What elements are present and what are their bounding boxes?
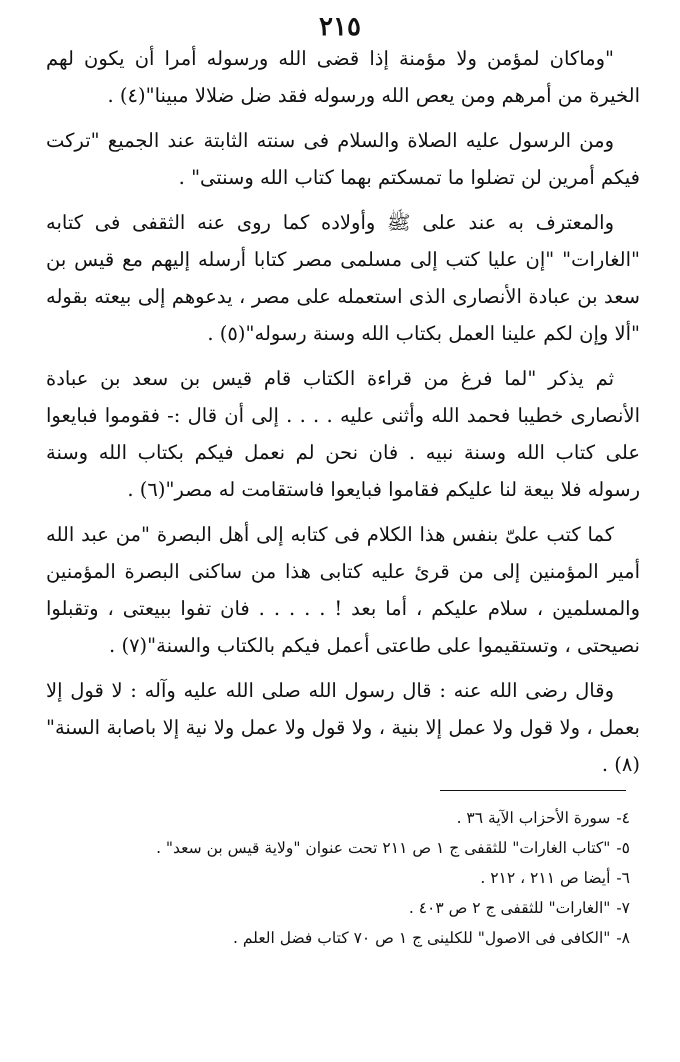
paragraph: والمعترف به عند على ﷺ وأولاده كما روى عنه الثقفى فى كتابه "الغارات" "إن عليا كتب إلى مسلمى مصر كتابا أرسله إليهم مع قيس بن سعد بن عبادة الأنصارى الذى استعمله على مصر ، يدعوهم إلى بيعته بقوله "ألا وإن لكم علينا العمل بكتاب الله وسنة رسوله"(٥) .: [46, 211, 640, 345]
footnote-item: [46, 923, 630, 953]
footnote-text: "الكافى فى الاصول" للكلينى ج ١ ص ٧٠ كتاب فضل العلم .: [233, 929, 611, 947]
footnote-number: ٨-: [616, 929, 630, 947]
footnote-item: [46, 893, 630, 923]
paragraph: ثم يذكر "لما فرغ من قراءة الكتاب قام قيس بن سعد بن عبادة الأنصارى خطيبا فحمد الله وأثنى عليه . . . . إلى أن قال :- فقوموا فبايعوا على كتاب الله وسنة نبيه . فان نحن لم نعمل فيكم بكتاب الله وسنة رسوله فلا بيعة لنا عليكم فقاموا فبايعوا فاستقامت له مصر"(٦) .: [46, 367, 640, 501]
paragraph: وقال رضى الله عنه : قال رسول الله صلى الله عليه وآله : لا قول إلا بعمل ، ولا قول ولا عمل إلا بنية ، ولا قول ولا عمل ولا نية إلا باصابة السنة"(٨) .: [46, 679, 640, 776]
footnote-separator: [440, 790, 626, 791]
page-number: ٢١٥: [319, 12, 361, 42]
paragraph: ومن الرسول عليه الصلاة والسلام فى سنته الثابتة عند الجميع "تركت فيكم أمرين لن تضلوا ما تمسكتم بهما كتاب الله وسنتى" .: [46, 129, 640, 189]
paragraph: "وماكان لمؤمن ولا مؤمنة إذا قضى الله ورسوله أمرا أن يكون لهم الخيرة من أمرهم ومن يعص الله ورسوله فقد ضل ضلالا مبينا"(٤) .: [46, 47, 640, 107]
footnote-item: [46, 803, 630, 833]
footnotes: [46, 803, 630, 953]
footnote-text: "الغارات" للثقفى ج ٢ ص ٤٠٣ .: [408, 899, 611, 917]
body-text: [46, 40, 640, 791]
footnote-number: ٦-: [616, 869, 630, 887]
footnote-text: "كتاب الغارات" للثقفى ج ١ ص ٢١١ تحت عنوان "ولاية قيس بن سعد" .: [156, 839, 611, 857]
footnote-text: سورة الأحزاب الآية ٣٦ .: [456, 809, 611, 827]
footnote-text: أيضا ص ٢١١ ، ٢١٢ .: [480, 869, 611, 887]
footnote-number: ٥-: [616, 839, 630, 857]
footnote-item: [46, 833, 630, 863]
footnote-item: [46, 863, 630, 893]
footnote-number: ٤-: [616, 809, 630, 827]
paragraph: كما كتب علىّ بنفس هذا الكلام فى كتابه إلى أهل البصرة "من عبد الله أمير المؤمنين إلى من قرئ عليه كتابى هذا من ساكنى البصرة المؤمنين والمسلمين ، سلام عليكم ، أما بعد ! . . . . . فان تفوا ببيعتى ، وتقبلوا نصيحتى ، وتستقيموا على طاعتى أعمل فيكم بالكتاب والسنة"(٧) .: [46, 523, 640, 657]
footnote-number: ٧-: [616, 899, 630, 917]
